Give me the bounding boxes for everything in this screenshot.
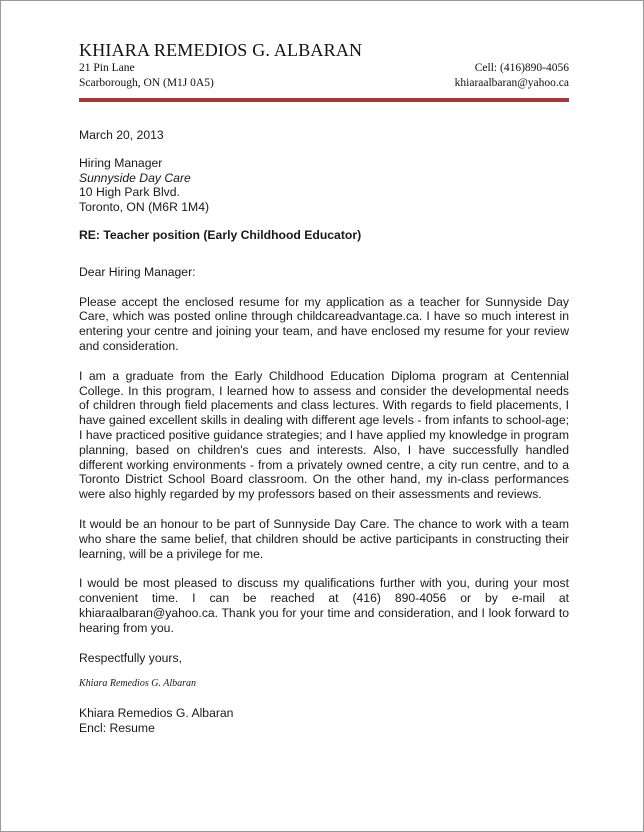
paragraph-education: I am a graduate from the Early Childhood Education Diploma program at Centennial College. In this program, I learned how to assess and consider the developmental needs of children through field placements and class lectures. With regards to field placements, I have gained excellent skills in dealing with different age levels - from infants to school-age; I have practiced positive guidance strategies; and I have applied my knowledge in program planning, based on children's cues and interests. Also, I have successfully handled different working environments - from a privately owned centre, a city run centre, and to a Toronto District School Board classroom. On the other hand, my in-class performances were also highly regarded by my professors based on their assessments and reviews.: [79, 368, 569, 502]
closing: Respectfully yours,: [79, 650, 182, 665]
paragraph-intro: Please accept the enclosed resume for my application as a teacher for Sunnyside Day Care, which was posted online through childcareadvantage.ca. I have so much interest in entering your centre and joining your team, and have enclosed my resume for your review and consideration.: [79, 294, 569, 353]
sender-address-line1: 21 Pin Lane: [79, 62, 135, 74]
recipient-city: Toronto, ON (M6R 1M4): [79, 200, 210, 215]
sender-email: khiaraalbaran@yahoo.ca: [454, 77, 569, 89]
sender-cell: Cell: (416)890-4056: [474, 62, 569, 74]
contact-row-2: [79, 76, 569, 91]
handwritten-signature: Khiara Remedios G. Albaran: [79, 678, 197, 690]
signer-name: Khiara Remedios G. Albaran: [79, 706, 234, 721]
contact-row-1: [79, 61, 569, 76]
paragraph-honour: It would be an honour to be part of Sunnyside Day Care. The chance to work with a team who share the same belief, that children should be active participants in constructing their learning, will be a privilege for me.: [79, 516, 569, 561]
enclosure-note: Encl: Resume: [79, 720, 155, 735]
salutation: Dear Hiring Manager:: [79, 264, 196, 279]
letter-date: March 20, 2013: [79, 128, 164, 142]
subject-line: RE: Teacher position (Early Childhood Educator): [79, 227, 362, 242]
paragraph-contact: I would be most pleased to discuss my qualifications further with you, during your most convenient time. I can be reached at (416) 890-4056 or by e-mail at khiaraalbaran@yahoo.ca. Thank you for your time and consideration, and I look forward to hearing from you.: [79, 576, 569, 635]
letterhead: [79, 39, 569, 91]
sender-name: KHIARA REMEDIOS G. ALBARAN: [79, 40, 363, 60]
recipient-block: [79, 156, 569, 215]
letter-body: [79, 128, 569, 736]
header-divider: [79, 98, 569, 102]
recipient-title: Hiring Manager: [79, 155, 163, 170]
recipient-company: Sunnyside Day Care: [79, 170, 191, 185]
sender-address-line2: Scarborough, ON (M1J 0A5): [79, 77, 214, 89]
recipient-street: 10 High Park Blvd.: [79, 185, 180, 200]
